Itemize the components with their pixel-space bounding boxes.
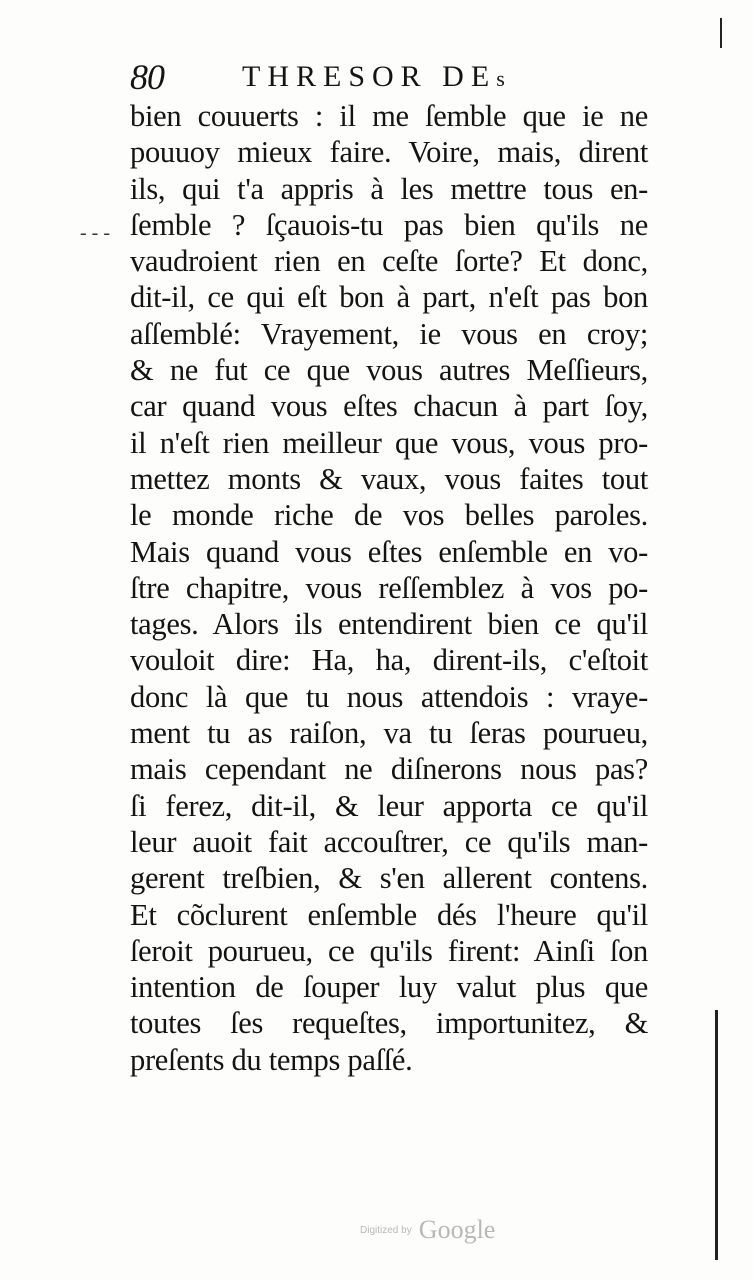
page-header xyxy=(130,54,590,100)
running-head-main: THRESOR DE xyxy=(242,60,497,93)
text-line-last: preſents du temps paſſé. xyxy=(130,1042,413,1077)
text-line: Mais quand vous eſtes enſemble en vo- xyxy=(130,534,648,569)
text-line: ſi ferez, dit-il, & leur apporta ce qu'il xyxy=(130,788,648,823)
right-edge-mark-top xyxy=(720,18,722,48)
text-line: aſſemblé: Vrayement, ie vous en croy; xyxy=(130,316,648,351)
right-edge-mark-bottom xyxy=(715,1010,718,1260)
text-line: toutes ſes requeſtes, importunitez, & xyxy=(130,1006,648,1041)
text-line: vouloit dire: Ha, ha, dirent-ils, c'eſtoit xyxy=(130,643,648,678)
digitization-watermark xyxy=(360,1215,560,1255)
body-text xyxy=(130,98,650,1078)
text-line: bien couuerts : il me ſemble que ie ne xyxy=(130,99,648,133)
text-line: & ne fut ce que vous autres Meſſieurs, xyxy=(130,353,648,388)
text-line: intention de ſouper luy valut plus que xyxy=(130,970,648,1005)
text-line: ſemble ? ſçauois-tu pas bien qu'ils ne xyxy=(130,207,648,242)
running-head xyxy=(242,60,512,94)
watermark-brand: Google xyxy=(418,1215,496,1244)
text-line: le monde riche de vos belles paroles. xyxy=(130,498,648,533)
running-head-tail: s xyxy=(496,66,512,91)
text-line: mais cependant ne diſnerons nous pas? xyxy=(130,752,648,787)
text-line: ſeroit pourueu, ce qu'ils firent: Ainſi ſon xyxy=(130,933,648,968)
text-line: ſtre chapitre, vous reſſemblez à vos po- xyxy=(130,570,648,605)
text-line: ils, qui t'a appris à les mettre tous en- xyxy=(130,171,648,206)
text-line: donc là que tu nous attendois : vraye- xyxy=(130,679,648,714)
text-line: car quand vous eſtes chacun à part ſoy, xyxy=(130,389,648,424)
page-number: 80 xyxy=(130,57,164,97)
margin-dash: - - - xyxy=(80,222,110,244)
digitized-label: Digitized by xyxy=(360,1224,412,1236)
text-line: leur auoit fait accouſtrer, ce qu'ils man- xyxy=(130,824,648,859)
text-line: gerent treſbien, & s'en allerent contens. xyxy=(130,861,648,896)
text-line: vaudroient rien en ceſte ſorte? Et donc, xyxy=(130,244,648,279)
text-line: il n'eſt rien meilleur que vous, vous pro- xyxy=(130,425,648,460)
text-line: pouuoy mieux faire. Voire, mais, dirent xyxy=(130,135,648,170)
text-line: mettez monts & vaux, vous faites tout xyxy=(130,461,648,496)
text-line: ment tu as raiſon, va tu ſeras pourueu, xyxy=(130,716,648,751)
text-line: tages. Alors ils entendirent bien ce qu'il xyxy=(130,607,648,642)
text-line: dit-il, ce qui eſt bon à part, n'eſt pas bon xyxy=(130,280,648,315)
text-line: Et cõclurent enſemble dés l'heure qu'il xyxy=(130,897,648,932)
